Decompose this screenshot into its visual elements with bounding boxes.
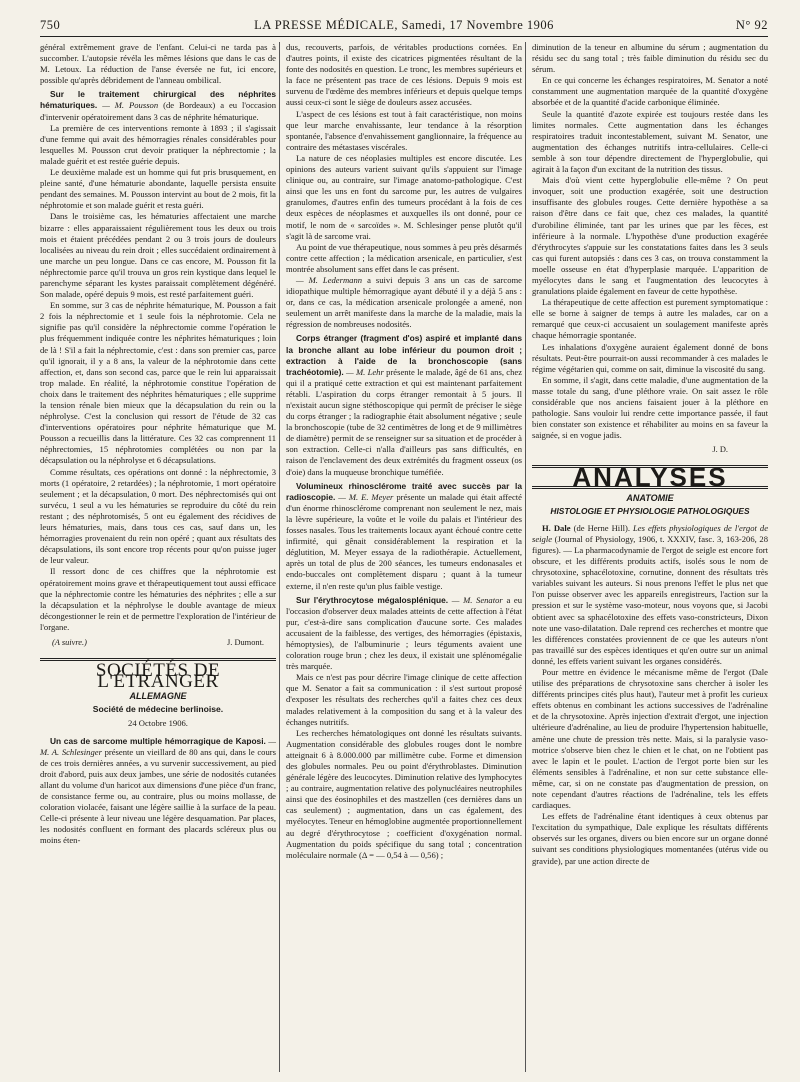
signature-line	[40, 637, 276, 648]
article-paragraph	[40, 736, 276, 847]
country-heading: ALLEMAGNE	[129, 691, 187, 702]
paragraph: Les recherches hématologiques ont donné les résultats suivants. Augmentation considérable des globules rouges dont le nombre atteignait 6 à 8.000.000 par millimètre cube. Forme et dimension des globules normales. Peu ou point d'érythroblastes. Diminution générale légère des leucocytes. Diminution relative des lymphocytes ; au contraire, augmentation relative des polynucléaires neutrophiles ainsi que des éosinophiles et des mastzellen (ces dernières dans un cas seulement) ; augmentation, dans un cas également, des myélocytes. Teneur en hémoglobine augmentée proportionnellement au degré d'érythrocytose ; coefficient d'oxygénation normal. Augmentation du poids spécifique du sang total ; concentration moléculaire normale (Δ = — 0,54 à — 0,56) ;	[286, 727, 522, 860]
page-number: 750	[40, 18, 61, 32]
issue-number: N° 92	[735, 18, 768, 32]
society-name: Société de médecine berlinoise.	[92, 704, 224, 715]
article-paragraph	[532, 523, 768, 667]
section-title: ANALYSES	[572, 462, 728, 493]
header-rule	[40, 36, 768, 37]
author-signature: J. Dumont.	[227, 637, 264, 647]
paragraph: Pour mettre en évidence le mécanisme même de l'ergot (Dale utilise des préparations de chrysotoxine sans chercher à isoler les différents principes cités plus haut), l'auteur met à profit les curieux effets obtenus en combinant les actions successives de l'adrénaline et de la chrysotoxine. Après injection d'extrait d'ergot, une injection ultérieure d'adrénaline, au lieu de produire l'hypertension habituelle, amène une chute de pression très nette. Mais, si la paralysie vaso-motrice s'observe bien chez le chien et le chat, on ne l'obtient pas avec le lapin et le poulet. L'action de l'ergot porte bien sur les éléments sensibles à l'adrénaline, et non sur cette substance elle-même, car, si on ne constate pas d'augmentation de pression, on note cependant d'autres réactions de l'adrénaline, tels les effets cardiaques.	[532, 666, 768, 811]
running-header	[40, 18, 768, 36]
paragraph: Dans le troisième cas, les hématuries affectaient une marche bizarre : elles apparaissaient régulièrement tous les deux ou trois mois et étaient précédées pendant 2 ou 3 trois jours de douleurs localisées au niveau du rein droit ; elles succédaient ordinairement à une marche un peu longue. Dans ce cas encore, M. Pousson fit la néphrectomie parce qu'il trouva un gros rein kystique dans lequel le parenchyme séparant les kystes paraissait complètement dégénéré. Son malade, opéré depuis 9 mois, est resté parfaitement guéri.	[40, 211, 276, 300]
paragraph-text: a eu l'occasion d'observer deux malades atteints de cette affection à l'état pur, c'est-à-dire sans complication d'aucune sorte. Ces malades accusaient de la faiblesse, des vertiges, des hémorragies (épistaxis, hémoptysies), de l'albuminurie ; leurs téguments avaient une coloration rouge brun ; chez les deux, il existait une splénomégalie très marquée.	[286, 594, 523, 672]
paragraph: général extrêmement grave de l'enfant. Celui-ci ne tarda pas à succomber. L'autopsie révéla les mêmes lésions que dans le cas de M. Letoux. La réduction de l'anse éversée ne fut, ici encore, possible qu'après débridement de l'anneau ombilical.	[40, 42, 276, 86]
paragraph-text: présente le malade, âgé de 61 ans, chez qui il a pratiqué cette extraction et qui est maintenant parfaitement rétabli. L'aspiration du corps étranger remontait à 5 jours. Il n'existait aucun signe stéthoscopique qui permît de préciser le siège du corps étranger ; la radiographie était absolument négative ; seule la bronchoscopie (tube de 32 centimètres de long et de 9 millimètres de diamètre) permit de se renseigner sur sa situation et de procéder à son extraction. Celle-ci n'alla d'ailleurs pas sans difficultés, en raison de l'enclavement des deux extrémités du fragment osseux (os d'oie) dans la muqueuse bronchique tuméfiée.	[286, 366, 523, 477]
column-divider	[279, 42, 280, 1072]
paragraph: Le deuxième malade est un homme qui fut pris brusquement, en pleine santé, d'une hématurie abondante, laquelle persista ensuite pendant des semaines. M. Pousson intervint au bout de 2 mois, fit la néphrotomie et son malade guérit et resta guéri.	[40, 167, 276, 211]
article-author: — M. Ledermann	[296, 274, 363, 285]
paragraph: La première de ces interventions remonte à 1893 ; il s'agissait d'une femme qui avait des hémorragies rénales considérables pour lesquelles M. Pousson crut devoir pratiquer la néphrectomie ; la malade guérit et est restée guérie depuis.	[40, 122, 276, 166]
article-heading: Corps étranger (fragment d'os) aspiré et implanté dans la bronche allant au lobe inférieur du poumon droit ; extraction à l'aide de la bronchoscopie (sans trachéotomie).	[286, 333, 522, 377]
column-2	[286, 42, 522, 861]
article-author: — M. E. Meyer	[338, 491, 394, 502]
paragraph: diminution de la teneur en albumine du sérum ; augmentation du résidu sec du sang total ; très faible diminution du résidu sec du sérum.	[532, 42, 768, 75]
column-3	[532, 42, 768, 867]
article-paragraph	[286, 333, 522, 477]
subsection-subheading: HISTOLOGIE ET PHYSIOLOGIE PATHOLOGIQUES	[550, 505, 750, 516]
article-heading: Sur l'érythrocytose mégalosplénique.	[296, 594, 449, 605]
journal-title: LA PRESSE MÉDICALE, Samedi, 17 Novembre 1906	[254, 18, 554, 32]
paragraph: Comme résultats, ces opérations ont donné : la néphrectomie, 3 morts (1 opératoire, 2 retardées) ; la néphrotomie, 1 mort opératoire seulement ; et la décapsulation, 0 mort. Des néphrectomisés qui ont survécu, 1 seul a vu les hématuries se reproduire du côté du rein restant ; des néphrotomisés, 5 ont eu également des récidives de leurs hématuries, mais, dans tous ces cas, sauf dans un, les hémorragies provenaient du rein non opéré ; quant aux résultats des décapsulations, ils sont encore trop récents pour qu'on puisse juger de leur valeur.	[40, 466, 276, 566]
article-reference: (Journal of Physiology, 1906, t. XXXIV, fasc. 3, 163-206, 28 figures).	[532, 533, 768, 555]
article-paragraph	[286, 481, 522, 592]
article-heading: Un cas de sarcome multiple hémorragique de Kaposi.	[50, 735, 266, 746]
subsection-heading: ANATOMIE	[626, 492, 674, 503]
article-paragraph	[286, 595, 522, 673]
article-paragraph	[40, 89, 276, 122]
author-location: (de Herne Hill).	[573, 522, 630, 533]
article-author: — M. Pousson	[102, 100, 159, 111]
paragraph: Seule la quantité d'azote expirée est toujours restée dans les limites normales. Cette augmentation dans les échanges respiratoires traduit incontestablement, suivant M. Senator, une augmentation des échanges nutritifs intra-cellulaires. Celle-ci semble à son tour dépendre directement de l'hyperglobulie, qui agirait à la façon d'un excitant de la nutrition des tissus.	[532, 108, 768, 175]
author-signature: J. D.	[712, 445, 728, 455]
article-title: Les effets physiologiques de l'ergot de seigle	[532, 522, 769, 544]
paragraph: En somme, il s'agit, dans cette maladie, d'une augmentation de la masse totale du sang, d'une pléthore vraie. On sait assez le rôle considérable que nos anciens faisaient jouer à la pléthore en pathologie. Sans vouloir lui rendre cette importance passée, il faut bien constater son existence et réhabiliter au moins en sa faveur la saignée, si en vogue jadis.	[532, 374, 768, 441]
article-heading: Volumineux rhinosclérome traité avec succès par la radioscopie.	[286, 480, 522, 502]
paragraph: La nature de ces néoplasies multiples est encore discutée. Les opinions des auteurs varient suivant qu'ils s'appuient sur l'image clinique ou, au contraire, sur l'image anatomo-pathologique. C'est ainsi que les uns en font du sarcome pur, les autres de vulgaires granulomes, d'autres enfin des tumeurs procédant à la fois de ces deux espèces de néoplasmes et auxquelles ils ont donné, pour ce motif, le nom de « sarcoïdes ». M. Schlesinger pense plutôt qu'il s'agit là de sarcome vrai.	[286, 152, 522, 241]
paragraph: Au point de vue thérapeutique, nous sommes à peu près désarmés contre cette affection ; la médication arsenicale, en particulier, s'est montrée absolument sans effet dans le cas présent.	[286, 241, 523, 274]
meeting-date: 24 Octobre 1906.	[128, 718, 188, 729]
paragraph: Mais ce n'est pas pour décrire l'image clinique de cette affection que M. Senator a fait sa communication : il s'est surtout proposé d'exposer les résultats des recherches qu'il a faites chez ces deux malades relativement à la composition du sang et à la valeur des échanges nutritifs.	[286, 672, 522, 727]
column-1	[40, 42, 276, 846]
paragraph-text: présente un vieillard de 80 ans qui, dans le cours de ces trois dernières années, a vu survenir successivement, au pied droit d'abord, puis aux deux jambes, une série de nodosités cutanées allant du volume d'un haricot aux dimensions d'une pièce d'un franc, de consistance ferme ou, au contraire, plus ou moins mollasse, de coloration violacée, faisant une légère saillie à la surface de la peau. Celle-ci présente à leur niveau une légère desquamation. Par places, les nodosités confluent en formant des placards scléreux plus ou moins éten-	[40, 746, 276, 846]
to-be-continued: (A suivre.)	[52, 637, 87, 647]
article-heading: Sur le traitement chirurgical des néphrites hématuriques.	[40, 89, 276, 111]
article-author: — M. A. Schlesinger	[40, 735, 276, 757]
paragraph: Mais d'où vient cette hyperglobulie elle-même ? On peut invoquer, soit une production exagérée, soit une destruction insuffisante des globules rouges. Cette dernière hypothèse a sa raison d'être dans ce fait que, chez ces malades, la quantité d'urobiline éliminée, tant par les urines que par les fèces, est inférieure à la normale. L'hypothèse d'une production exagérée d'érythrocytes s'appuie sur les constatations faites dans les 3 seuls cas qui furent autopsiés : dans ces 3 cas, on trouva constamment la moelle osseuse en état d'hyperplasie marquée. L'apparition de myélocytes dans le sang et l'augmentation des leucocytes à granulations plaide également en faveur de cette hypothèse.	[532, 175, 768, 297]
section-title: SOCIÉTÉS DE L'ÉTRANGER	[95, 660, 221, 693]
paragraph-text: a suivi depuis 3 ans un cas de sarcome idiopathique multiple hémorragique ayant débuté il y a déjà 5 ans : or, dans ce cas, la médication arsenicale prolongée a amené, non seulement un arrêt manifeste dans la marche de la maladie, mais la régression de nombreuses nodosités.	[286, 274, 522, 330]
article-author: — M. Lehr	[346, 366, 384, 377]
paragraph: dus, recouverts, parfois, de véritables productions cornées. En d'autres points, il existe des cicatrices pigmentées résultant de la fonte des nodosités en question. Le tronc, les membres supérieurs et la face ne présentent pas trace de ces lésions. Depuis 9 mois est survenu de l'œdème des membres inférieurs et depuis quelque temps aussi ceux-ci sont le siège de douleurs assez accusées.	[286, 42, 522, 108]
paragraph: Les effets de l'adrénaline étant identiques à ceux obtenus par l'excitation du sympathique, Dale explique les résultats différents observés sur les organes, divers ou bien encore sur un organe donné suivant ses conditions physiologiques momentanées (utérus vide ou gravide), par une action directe de	[532, 811, 768, 866]
paragraph: En ce qui concerne les échanges respiratoires, M. Senator a noté constamment une augmentation marquée de la quantité d'oxygène absorbée et de la quantité d'acide carbonique éliminée.	[532, 75, 768, 108]
paragraph: Il ressort donc de ces chiffres que la néphrotomie est opératoirement moins grave et thérapeutiquement tout aussi efficace que la néphrectomie contre les hématuries des néphrites ; elle a sur la décapsulation et la néphrolyse le double avantage de mieux décongestionner le rein et de permettre l'exploration de l'intérieur de l'organe.	[40, 566, 276, 632]
paragraph: Les inhalations d'oxygène auraient également donné de bons résultats. Peut-être pourrait-on aussi recommander à ces malades le régime végétarien qui, comme on sait, diminue la viscosité du sang.	[532, 341, 768, 374]
column-divider	[525, 42, 526, 1072]
paragraph: En somme, sur 3 cas de néphrite hématurique, M. Pousson a fait 2 fois la néphrectomie et 1 seule fois la néphrotomie. Cela ne signifie pas qu'il considère la néphrectomie comme l'opération le plus fréquemment indiquée contre les néphrites hématuriques ; loin de là ! S'il a fait la néphrectomie, c'est : dans son premier cas, parce qu'il ignorait, il y a 8 ans, la valeur de la néphrotomie dans cette affection, et, dans son second cas, parce que le rein lui apparaissait trop malade. En réalité, la néphrotomie constitue l'opération de choix dans le traitement des néphrites hématuriques ; elle supprime la tension rénale bien mieux que la décapsulation du rein ou la néphrolyse. C'est la conclusion qui ressort de l'étude de 32 cas d'interventions opératoires pour néphrite hématurique que M. Pousson a recueillis dans la littérature. Ces 32 cas comprennent 11 néphrectomies, 15 néphrotomies complétées ou non par la décapsulation ou la néphrolyse et 6 décapsulations.	[40, 300, 276, 466]
paragraph-text: — La pharmacodynamie de l'ergot de seigle est encore fort obscure, et les différents produits actifs, isolés sous le nom de chrysotoxine, sphacélotoxine, cornutine, donnent des résultats très variables suivant les auteurs. Si nous prenons l'effet le plus net que l'on puisse observer avec les appareils enregistreurs, l'action sur la pression et sur le système vaso-moteur, nous voyons que, si Jacobi obtient avec sa sphacélotoxine des effets vaso-constricteurs, Dixon note une vaso-dilatation. Dale reprend ces recherches et montre que les différences constatées proviennent de ce que les auteurs n'ont pas travaillé sur des espèces identiques et qu'en outre sur un animal donné, les effets varient suivant les organes considérés.	[532, 544, 768, 666]
paragraph-text: présente un malade qui était affecté d'un énorme rhinosclérome comprenant non seulement le nez, mais la lèvre supérieure, la voûte et le voile du palais et l'intérieur des fosses nasales. Tous les traitements locaux ayant échoué contre cette infirmité, qui gênait considérablement la respiration et la déglutition, M. Meyer essaya de la radiothérapie. Actuellement, après un total de plus de 200 séances, les tumeurs endonasales et endo-buccales ont complètement disparu ; quant à la tumeur externe, il n'en reste qu'un plus faible vestige.	[286, 491, 522, 591]
paragraph: L'aspect de ces lésions est tout à fait caractéristique, non moins que leur marche envahissante, leur tendance à la résorption spontanée, l'absence d'envahissement ganglionnaire, la fréquence au contraire des métastases viscérales.	[286, 108, 522, 152]
article-author: — M. Senator	[451, 594, 503, 605]
paragraph: La thérapeutique de cette affection est purement symptomatique : elle se borne à saigner de temps à autre les malades, car on a remarqué que ceux-ci accusaient un soulagement manifeste après chaque hémorragie spontanée.	[532, 297, 768, 341]
article-author: H. Dale	[542, 522, 571, 533]
article-paragraph	[286, 275, 522, 330]
paragraph-text: (de Bordeaux) a eu l'occasion d'intervenir opératoirement dans 3 cas de néphrite hématurique.	[40, 100, 276, 122]
